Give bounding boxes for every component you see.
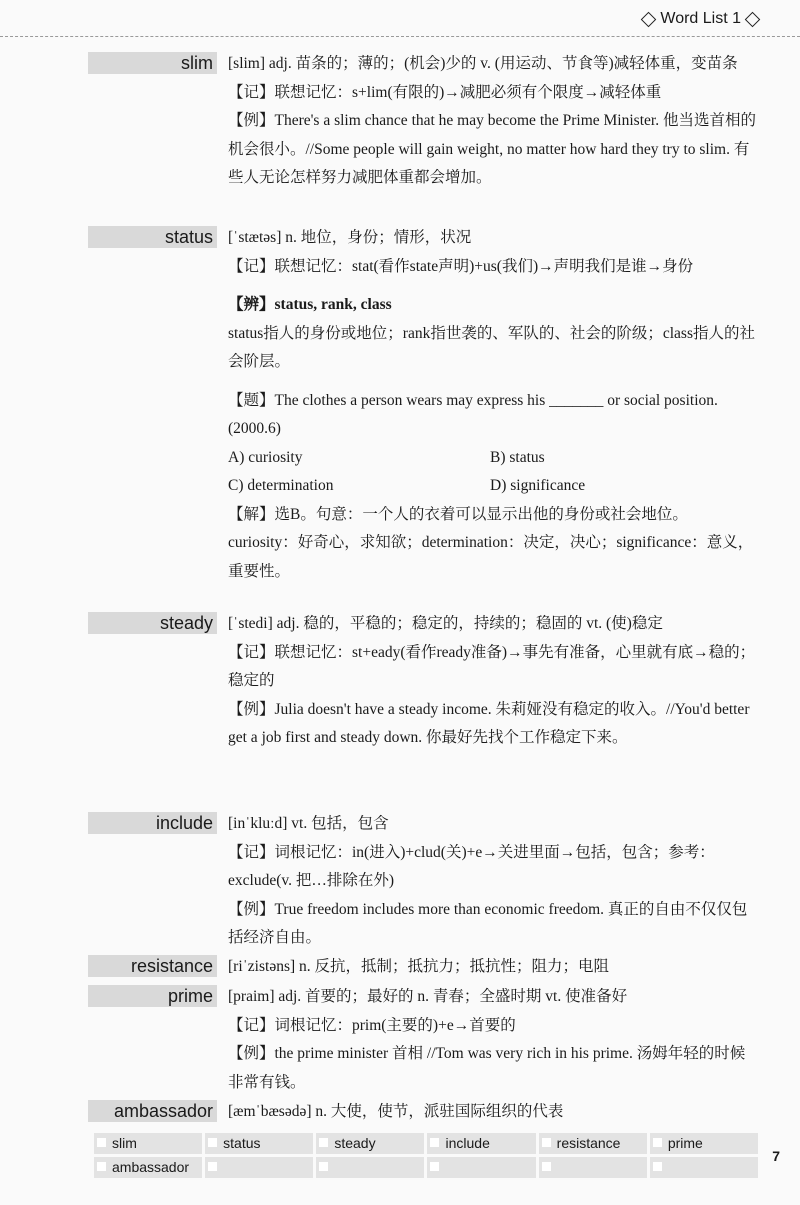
- example: 【例】There's a slim chance that he may become the Prime Minister. 他当选首相的机会很小。//Some people will gain weight, no matter how hard they try to slim. 有些人无论怎样努力减肥体重都会增加。: [228, 112, 756, 186]
- review-word: slim: [94, 1133, 202, 1154]
- option-a: A) curiosity: [228, 448, 303, 466]
- option-d: D) significance: [490, 477, 586, 494]
- review-word-empty: [539, 1157, 647, 1178]
- running-header: [643, 10, 758, 28]
- memory-note: 【记】联想记忆：stat(看作state声明)+us(我们)→声明我们是谁→身份: [228, 257, 694, 275]
- definition: [praim] adj. 首要的；最好的 n. 青春；全盛时期 vt. 使准备好: [228, 988, 628, 1005]
- review-word-empty: [205, 1157, 313, 1178]
- review-word-empty: [316, 1157, 424, 1178]
- exam-question: 【题】The clothes a person wears may express his _______ or social position. (2000.6): [228, 391, 718, 437]
- definition: [inˈkluːd] vt. 包括，包含: [228, 815, 389, 832]
- entry-body: [228, 953, 756, 982]
- distinction-title: 【辨】status, rank, class: [228, 296, 392, 313]
- entry-body: [228, 810, 756, 953]
- headword: slim: [88, 52, 217, 74]
- option-c: C) determination: [228, 477, 334, 494]
- review-word-empty: [427, 1157, 535, 1178]
- review-word-grid: [94, 1133, 758, 1178]
- header-title: Word List 1: [660, 10, 741, 27]
- option-b: B) status: [490, 448, 545, 466]
- entry-body: [228, 1098, 756, 1127]
- answer-options: [228, 444, 756, 501]
- review-word: ambassador: [94, 1157, 202, 1178]
- page-number: 7: [772, 1148, 780, 1164]
- memory-note: 【记】词根记忆：in(进入)+clud(关)+e→关进里面→包括，包含；参考：exclude(v. 把…排除在外): [228, 843, 715, 889]
- headword: ambassador: [88, 1100, 217, 1122]
- memory-note: 【记】联想记忆：st+eady(看作ready准备)→事先有准备，心里就有底→稳的；稳定的: [228, 643, 756, 689]
- example: 【例】the prime minister 首相 //Tom was very rich in his prime. 汤姆年轻的时候非常有钱。: [228, 1045, 746, 1091]
- explanation: 【解】选B。句意：一个人的衣着可以显示出他的身份或社会地位。curiosity：好奇心，求知欲；determination：决定，决心；significance：意义，重要性。: [228, 505, 754, 580]
- example: 【例】Julia doesn't have a steady income. 朱莉娅没有稳定的收入。//You'd better get a job first and steady down. 你最好先找个工作稳定下来。: [228, 700, 750, 746]
- entry-body: [228, 610, 756, 753]
- definition: [riˈzistəns] n. 反抗，抵制；抵抗力；抵抗性；阻力；电阻: [228, 958, 610, 975]
- review-word-empty: [650, 1157, 758, 1178]
- review-word: resistance: [539, 1133, 647, 1154]
- diamond-icon: [745, 11, 761, 27]
- diamond-icon: [641, 11, 657, 27]
- header-rule: [0, 36, 800, 37]
- distinction-text: status指人的身份或地位；rank指世袭的、军队的、社会的阶级；class指人的社会阶层。: [228, 324, 755, 370]
- definition: [slim] adj. 苗条的；薄的；(机会)少的 v. (用运动、节食等)减轻体重，变苗条: [228, 55, 738, 72]
- review-word: status: [205, 1133, 313, 1154]
- review-word: steady: [316, 1133, 424, 1154]
- example: 【例】True freedom includes more than economic freedom. 真正的自由不仅仅包括经济自由。: [228, 900, 748, 946]
- headword: steady: [88, 612, 217, 634]
- entry-body: [228, 983, 756, 1097]
- review-word: include: [427, 1133, 535, 1154]
- entry-body: [228, 224, 756, 586]
- entry-body: [228, 50, 756, 193]
- memory-note: 【记】联想记忆：s+lim(有限的)→减肥必须有个限度→减轻体重: [228, 83, 662, 101]
- headword: resistance: [88, 955, 217, 977]
- headword: prime: [88, 985, 217, 1007]
- review-word: prime: [650, 1133, 758, 1154]
- definition: [ˈstedi] adj. 稳的，平稳的；稳定的，持续的；稳固的 vt. (使)稳定: [228, 615, 663, 632]
- headword: include: [88, 812, 217, 834]
- memory-note: 【记】词根记忆：prim(主要的)+e→首要的: [228, 1016, 516, 1034]
- headword: status: [88, 226, 217, 248]
- definition: [ˈstætəs] n. 地位，身份；情形，状况: [228, 229, 472, 246]
- definition: [æmˈbæsədə] n. 大使，使节，派驻国际组织的代表: [228, 1103, 564, 1120]
